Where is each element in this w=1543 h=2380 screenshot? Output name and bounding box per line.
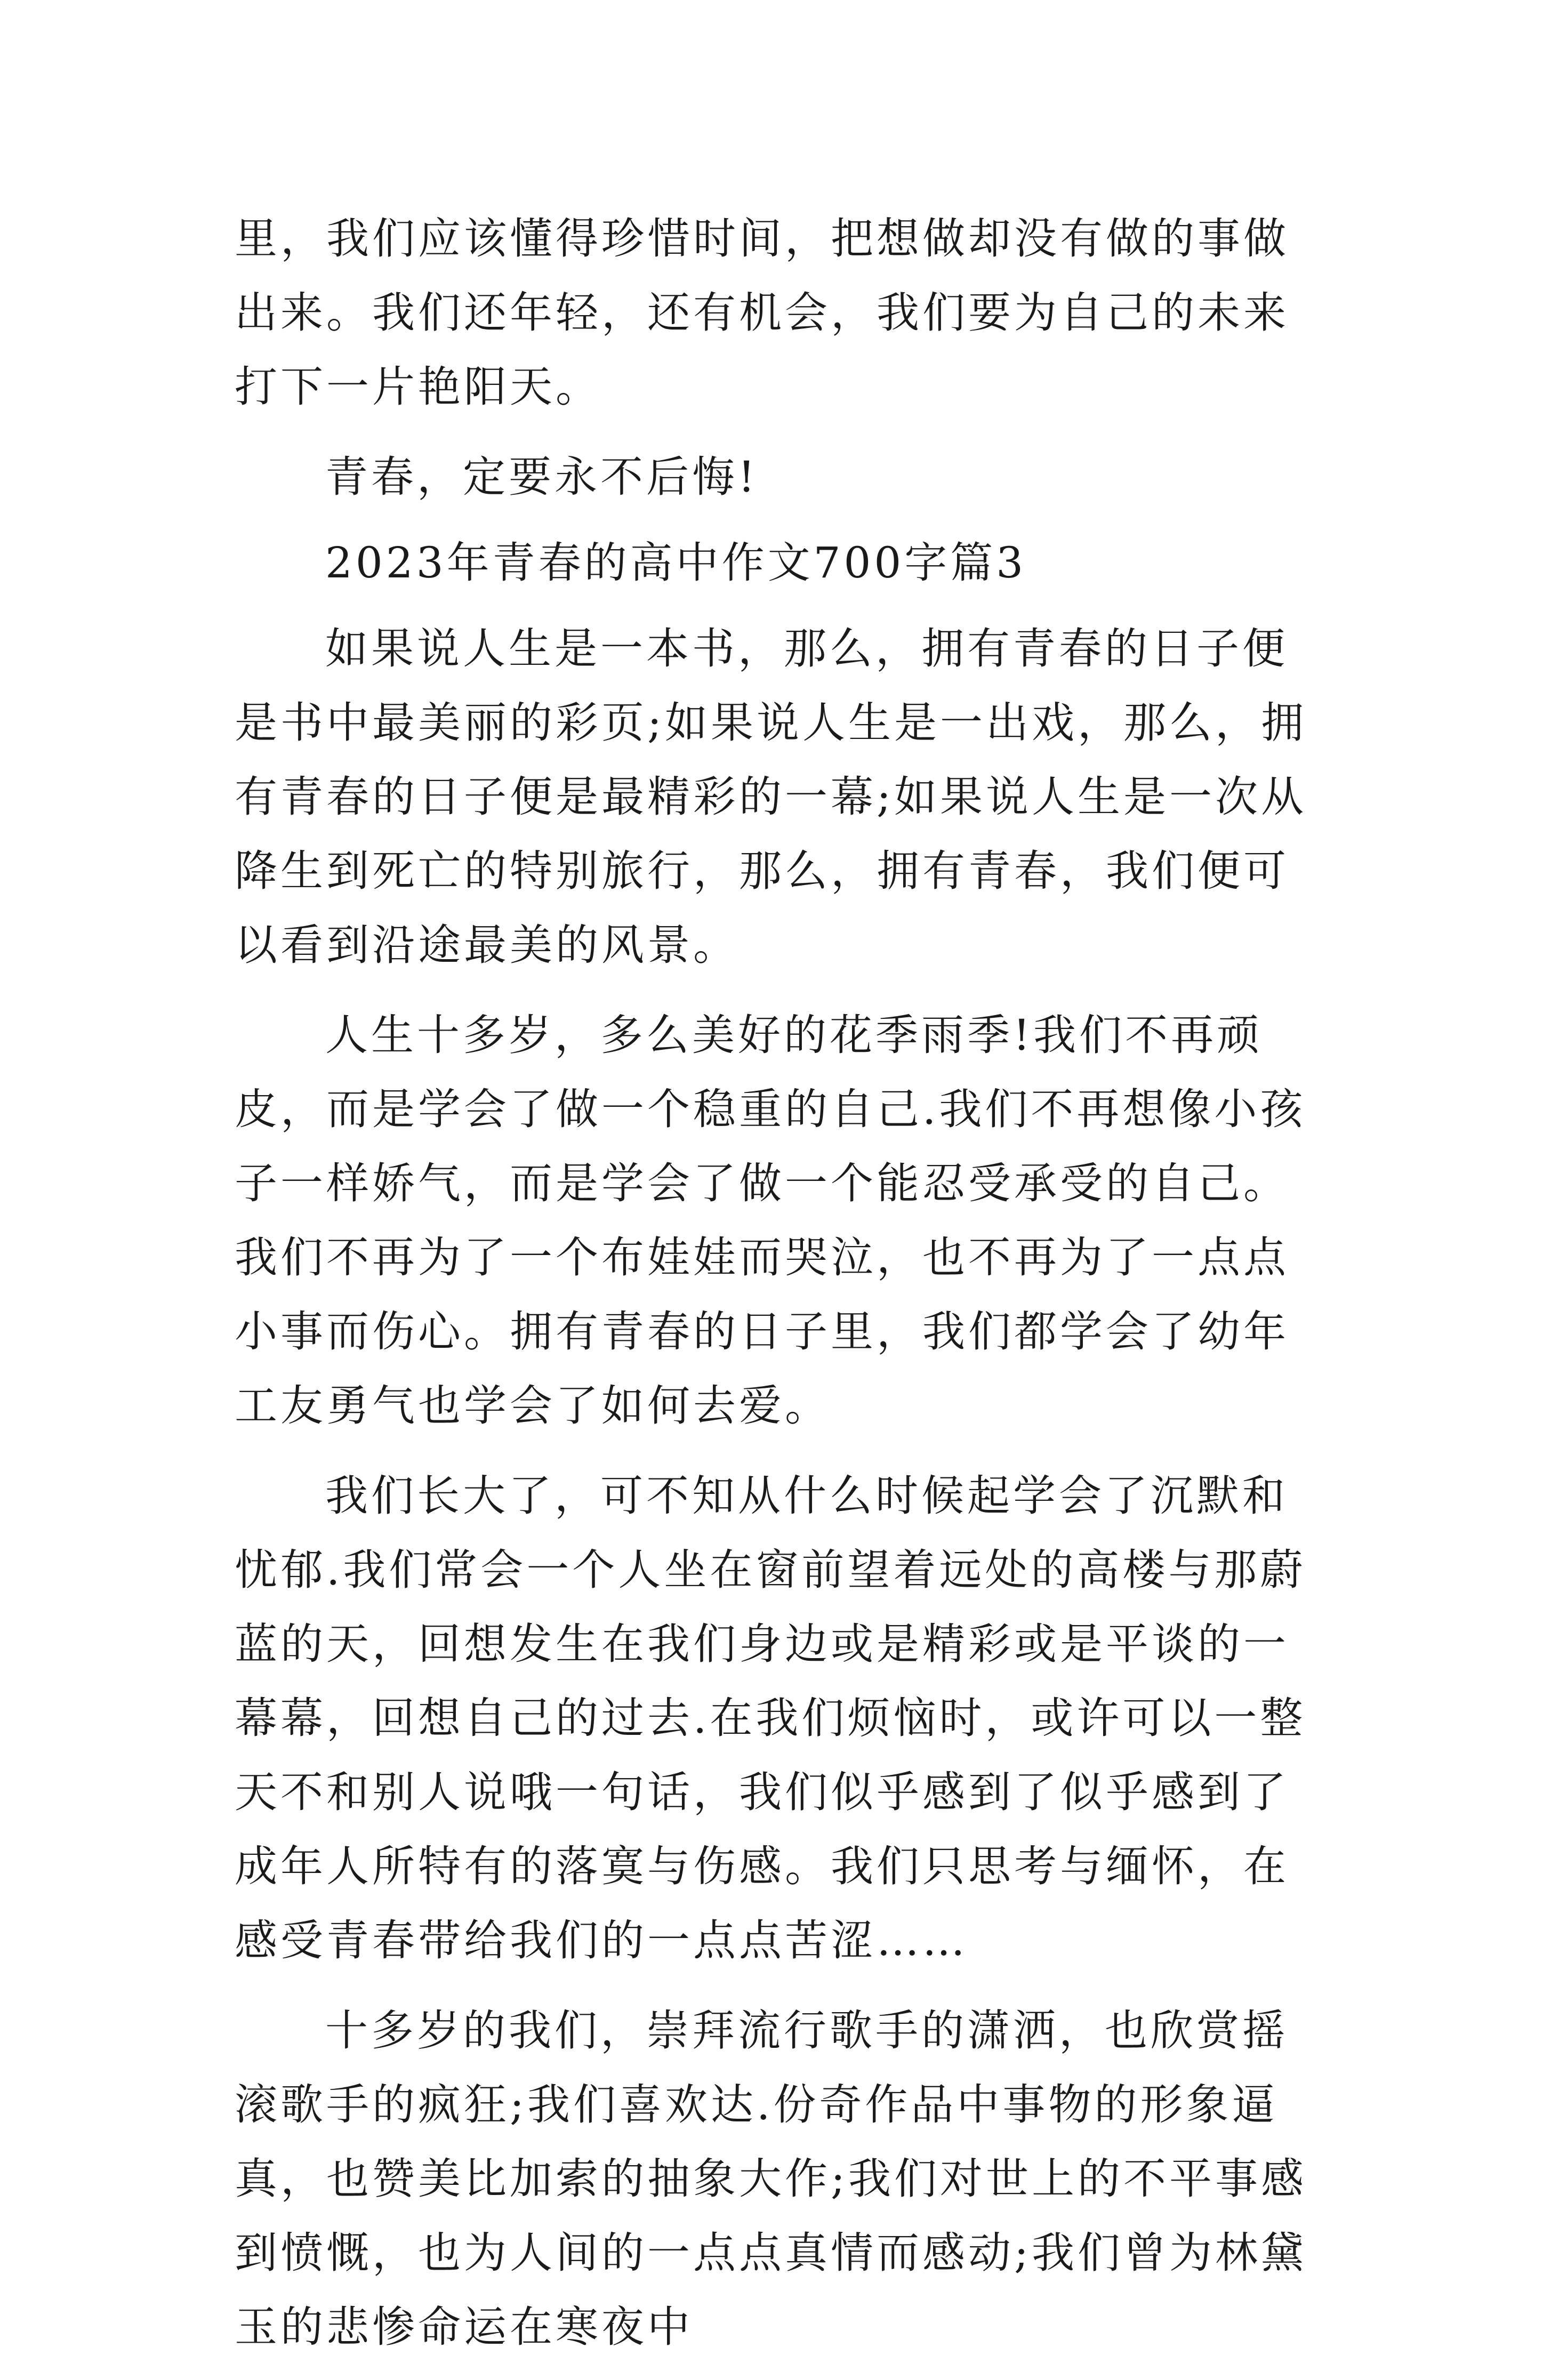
paragraph-life-is-a-book: 如果说人生是一本书，那么，拥有青春的日子便是书中最美丽的彩页;如果说人生是一出戏，那么，拥有青春的日子便是最精彩的一幕;如果说人生是一次从降生到死亡的特别旅行，那么，拥有青春，我们便可以看到沿途最美的风景。 (235, 624, 1307, 970)
paragraph-teen-interests: 十多岁的我们，崇拜流行歌手的潇洒，也欣赏摇滚歌手的疯狂;我们喜欢达.份奇作品中事物的形象逼真，也赞美比加索的抽象大作;我们对世上的不平事感到愤慨，也为人间的一点点真情而感动;我们曾为林黛玉的悲惨命运在寒夜中 (235, 2006, 1307, 2352)
essay-heading: 2023年青春的高中作文700字篇3 (325, 538, 1027, 588)
paragraph-youth-no-regret: 青春，定要永不后悔! (325, 452, 759, 502)
paragraph-teen-years: 人生十多岁，多么美好的花季雨季!我们不再顽皮，而是学会了做一个稳重的自己.我们不再想像小孩子一样娇气，而是学会了做一个能忍受承受的自己。我们不再为了一个布娃娃而哭泣，也不再为了一点点小事而伤心。拥有青春的日子里，我们都学会了幼年工友勇气也学会了如何去爱。 (235, 1010, 1306, 1430)
paragraph-continued: 里，我们应该懂得珍惜时间，把想做却没有做的事做出来。我们还年轻，还有机会，我们要为自己的未来打下一片艳阳天。 (235, 214, 1289, 412)
document-body (235, 202, 1328, 2380)
paragraph-growing-up: 我们长大了，可不知从什么时候起学会了沉默和忧郁.我们常会一个人坐在窗前望着远处的高楼与那蔚蓝的天，回想发生在我们身边或是精彩或是平谈的一幕幕，回想自己的过去.在我们烦恼时，或许可以一整天不和别人说哦一句话，我们似乎感到了似乎感到了成年人所特有的落寞与伤感。我们只思考与缅怀，在感受青春带给我们的一点点苦涩…… (235, 1471, 1306, 1965)
